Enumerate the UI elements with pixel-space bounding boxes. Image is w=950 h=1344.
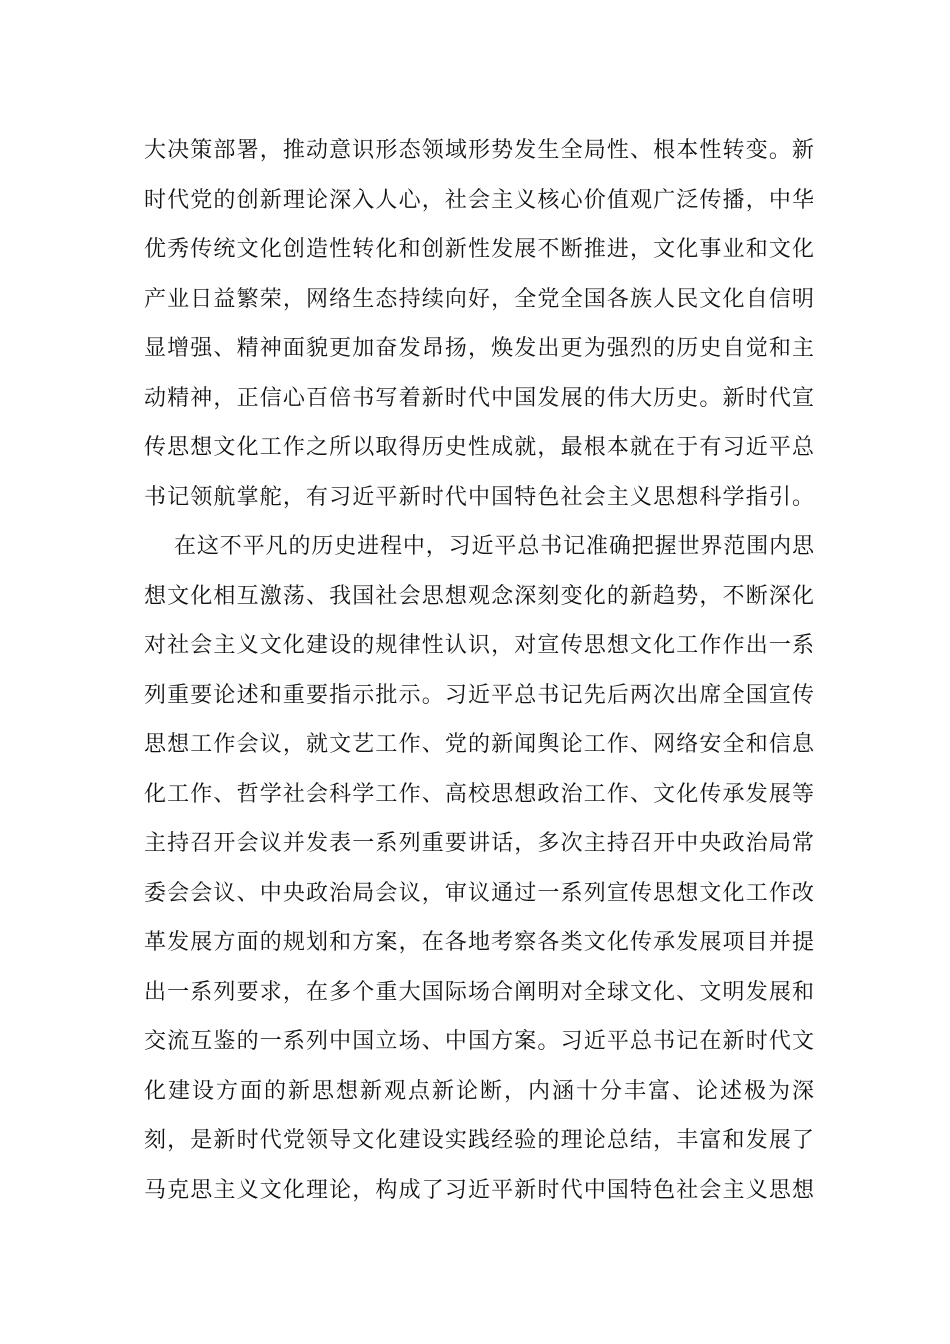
text-line — [144, 1166, 814, 1216]
line-text: 产业日益繁荣，网络生态持续向好，全党全国各族人民文化自信明 — [144, 286, 814, 312]
text-line — [144, 819, 814, 869]
text-line — [144, 1067, 814, 1117]
line-text: 化工作、哲学社会科学工作、高校思想政治工作、文化传承发展等 — [144, 781, 814, 807]
line-text: 委会会议、中央政治局会议，审议通过一系列宣传思想文化工作改 — [144, 880, 814, 906]
body-text — [144, 126, 814, 1215]
text-line — [144, 671, 814, 721]
text-line — [144, 1116, 814, 1166]
text-line — [144, 473, 814, 523]
text-line — [144, 423, 814, 473]
line-text: 出一系列要求，在多个重大国际场合阐明对全球文化、文明发展和 — [144, 979, 814, 1005]
text-line — [144, 918, 814, 968]
text-line — [144, 621, 814, 671]
text-line — [144, 275, 814, 325]
text-line — [144, 770, 814, 820]
text-line — [144, 720, 814, 770]
text-line — [144, 869, 814, 919]
line-text: 对社会主义文化建设的规律性认识，对宣传思想文化工作作出一系 — [144, 633, 814, 658]
line-text: 化建设方面的新思想新观点新论断，内涵十分丰富、论述极为深 — [144, 1078, 814, 1104]
line-text: 大决策部署，推动意识形态领域形势发生全局性、根本性转变。新 — [144, 138, 814, 163]
line-text: 时代党的创新理论深入人心，社会主义核心价值观广泛传播，中华 — [144, 187, 814, 213]
text-line — [144, 968, 814, 1018]
text-line — [144, 176, 814, 226]
text-line — [144, 324, 814, 374]
line-text: 显增强、精神面貌更加奋发昂扬，焕发出更为强烈的历史自觉和主 — [144, 336, 814, 361]
text-line-indented — [144, 522, 814, 572]
text-line — [144, 126, 814, 176]
line-text: 刻，是新时代党领导文化建设实践经验的理论总结，丰富和发展了 — [144, 1128, 814, 1153]
line-text: 书记领航掌舵，有习近平新时代中国特色社会主义思想科学指引。 — [144, 484, 814, 510]
text-line — [144, 374, 814, 424]
line-text: 优秀传统文化创造性转化和创新性发展不断推进，文化事业和文化 — [144, 237, 814, 262]
line-text: 主持召开会议并发表一系列重要讲话，多次主持召开中央政治局常 — [144, 831, 814, 856]
line-text: 在这不平凡的历史进程中，习近平总书记准确把握世界范围内思 — [174, 534, 814, 559]
line-text: 马克思主义文化理论，构成了习近平新时代中国特色社会主义思想 — [144, 1177, 814, 1203]
line-text: 想文化相互激荡、我国社会思想观念深刻变化的新趋势，不断深化 — [144, 583, 814, 609]
line-text: 革发展方面的规划和方案，在各地考察各类文化传承发展项目并提 — [144, 930, 814, 955]
line-text: 动精神，正信心百倍书写着新时代中国发展的伟大历史。新时代宣 — [144, 385, 814, 411]
text-line — [144, 1017, 814, 1067]
line-text: 传思想文化工作之所以取得历史性成就，最根本就在于有习近平总 — [144, 435, 814, 460]
text-line — [144, 225, 814, 275]
text-line — [144, 572, 814, 622]
line-text: 思想工作会议，就文艺工作、党的新闻舆论工作、网络安全和信息 — [144, 732, 814, 757]
line-text: 列重要论述和重要指示批示。习近平总书记先后两次出席全国宣传 — [144, 682, 814, 708]
line-text: 交流互鉴的一系列中国立场、中国方案。习近平总书记在新时代文 — [144, 1029, 814, 1054]
